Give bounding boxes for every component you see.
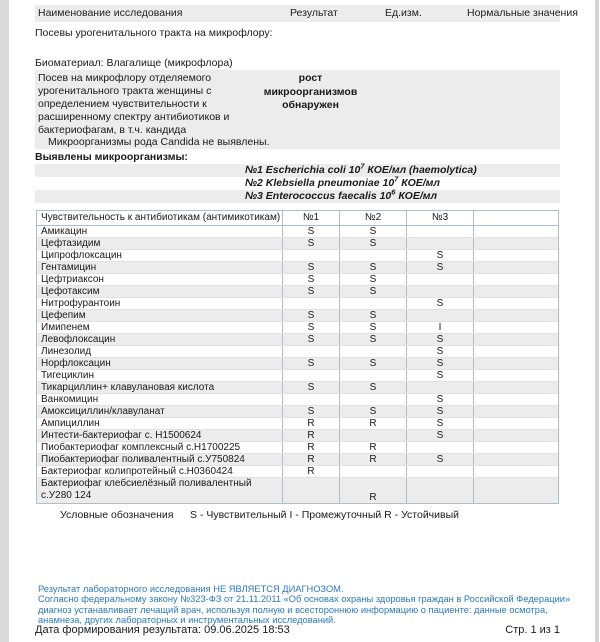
sensitivity-cell-n2 bbox=[340, 430, 407, 441]
table-row bbox=[37, 478, 558, 503]
column-header-study-name: Наименование исследования bbox=[38, 7, 183, 19]
sensitivity-cell-n2: S bbox=[340, 274, 407, 285]
sensitivity-cell-n1: S bbox=[283, 358, 340, 369]
sensitivity-cell-n2 bbox=[340, 250, 407, 261]
antibiotic-name-cell: Цефтриаксон bbox=[37, 274, 283, 285]
antibiotic-name-cell: Ципрофлоксацин bbox=[37, 250, 283, 261]
sensitivity-cell-n3: S bbox=[407, 358, 474, 369]
antibiotic-table-header bbox=[37, 211, 558, 226]
table-row bbox=[37, 310, 558, 322]
antibiotic-name-cell: Пиобактериофаг комплексный с.Н1700225 bbox=[37, 442, 283, 453]
found-microorganisms-title: Выявлены микроорганизмы: bbox=[35, 151, 188, 163]
sensitivity-cell-n1: R bbox=[283, 418, 340, 429]
sensitivity-cell-n2: S bbox=[340, 262, 407, 273]
empty-cell bbox=[474, 478, 558, 503]
antibiotic-rows bbox=[37, 226, 558, 503]
sensitivity-cell-n3: S bbox=[407, 406, 474, 417]
sensitivity-cell-n3: S bbox=[407, 370, 474, 381]
column-header-result: Результат bbox=[290, 7, 338, 19]
table-row bbox=[37, 430, 558, 442]
sensitivity-cell-n3: S bbox=[407, 298, 474, 309]
empty-cell bbox=[474, 466, 558, 477]
sensitivity-cell-n2: R bbox=[340, 418, 407, 429]
empty-cell bbox=[474, 298, 558, 309]
antibiotic-name-cell: Интести-бактериофаг с. Н1500624 bbox=[37, 430, 283, 441]
sensitivity-cell-n3 bbox=[407, 382, 474, 393]
empty-cell bbox=[474, 322, 558, 333]
sensitivity-cell-n2: S bbox=[340, 382, 407, 393]
sensitivity-cell-n2 bbox=[340, 394, 407, 405]
disclaimer-block bbox=[38, 584, 573, 625]
disclaimer-rest: Согласно федеральному закону №323-ФЗ от 21.11.2011 «Об основах охраны здоровья граждан в Российской Федерации» диагноз устанавливает лечащий врач, используя полную и всестороннюю информацию о пациенте: данные осмотра, анамнеза, других лабораторных и инструментальных исследований. bbox=[38, 594, 571, 625]
sensitivity-cell-n3: I bbox=[407, 322, 474, 333]
disclaimer-line1: Результат лабораторного исследования НЕ ЯВЛЯЕТСЯ ДИАГНОЗОМ. bbox=[38, 584, 344, 594]
sensitivity-cell-n1: R bbox=[283, 442, 340, 453]
sensitivity-cell-n1: S bbox=[283, 262, 340, 273]
sensitivity-cell-n2: S bbox=[340, 286, 407, 297]
sensitivity-cell-n3: S bbox=[407, 250, 474, 261]
antibiotic-name-cell: Линезолид bbox=[37, 346, 283, 357]
sensitivity-cell-n3: S bbox=[407, 430, 474, 441]
header-cell-empty bbox=[474, 211, 558, 225]
sensitivity-cell-n2 bbox=[340, 298, 407, 309]
sensitivity-cell-n1: S bbox=[283, 286, 340, 297]
sensitivity-cell-n1: R bbox=[283, 466, 340, 477]
empty-cell bbox=[474, 250, 558, 261]
antibiotic-name-cell: Цефотаксим bbox=[37, 286, 283, 297]
antibiotic-name-cell: Левофлоксацин bbox=[37, 334, 283, 345]
table-row bbox=[37, 286, 558, 298]
empty-cell bbox=[474, 382, 558, 393]
antibiotic-name-cell: Цефепим bbox=[37, 310, 283, 321]
empty-cell bbox=[474, 454, 558, 465]
sensitivity-cell-n1: R bbox=[283, 454, 340, 465]
table-row bbox=[37, 346, 558, 358]
sensitivity-cell-n2: S bbox=[340, 322, 407, 333]
table-row bbox=[37, 418, 558, 430]
sensitivity-cell-n3 bbox=[407, 274, 474, 285]
sensitivity-cell-n1 bbox=[283, 478, 340, 503]
table-row bbox=[37, 466, 558, 478]
sensitivity-cell-n3 bbox=[407, 478, 474, 503]
report-column-header bbox=[35, 5, 578, 22]
sensitivity-cell-n3 bbox=[407, 466, 474, 477]
sensitivity-cell-n1: S bbox=[283, 382, 340, 393]
sensitivity-cell-n2: S bbox=[340, 358, 407, 369]
sensitivity-cell-n1 bbox=[283, 250, 340, 261]
sensitivity-cell-n1: S bbox=[283, 406, 340, 417]
table-row bbox=[37, 250, 558, 262]
sensitivity-cell-n2: S bbox=[340, 238, 407, 249]
candida-note: Микроорганизмы рода Candida не выявлены. bbox=[48, 136, 270, 148]
sensitivity-cell-n2 bbox=[340, 370, 407, 381]
legend-label: Условные обозначения bbox=[60, 509, 174, 521]
header-cell-n1: №1 bbox=[283, 211, 340, 225]
antibiotic-name-cell: Цефтазидим bbox=[37, 238, 283, 249]
microorganism-item: №3 Enterococcus faecalis $10^6$ КОЕ/мл bbox=[35, 190, 560, 203]
table-row bbox=[37, 298, 558, 310]
table-row bbox=[37, 382, 558, 394]
sensitivity-cell-n3 bbox=[407, 286, 474, 297]
table-row bbox=[37, 322, 558, 334]
page-number: Стр. 1 из 1 bbox=[505, 624, 560, 636]
empty-cell bbox=[474, 430, 558, 441]
sensitivity-cell-n3: S bbox=[407, 394, 474, 405]
empty-cell bbox=[474, 262, 558, 273]
sensitivity-cell-n3 bbox=[407, 226, 474, 237]
sensitivity-cell-n3 bbox=[407, 238, 474, 249]
antibiotic-name-cell: Амоксициллин/клавуланат bbox=[37, 406, 283, 417]
sensitivity-cell-n2 bbox=[340, 346, 407, 357]
sensitivity-cell-n1 bbox=[283, 394, 340, 405]
legend-text: S - Чувствительный I - Промежуточный R - Устойчивый bbox=[190, 509, 460, 521]
antibiotic-name-cell: Ампициллин bbox=[37, 418, 283, 429]
sensitivity-cell-n1: S bbox=[283, 334, 340, 345]
empty-cell bbox=[474, 238, 558, 249]
sensitivity-cell-n1: R bbox=[283, 430, 340, 441]
table-row bbox=[37, 394, 558, 406]
antibiotic-name-cell: Гентамицин bbox=[37, 262, 283, 273]
empty-cell bbox=[474, 418, 558, 429]
sensitivity-cell-n3: S bbox=[407, 262, 474, 273]
table-row bbox=[37, 226, 558, 238]
table-row bbox=[37, 274, 558, 286]
empty-cell bbox=[474, 346, 558, 357]
antibiotic-name-cell: Бактериофаг клебсиелёзный поливалентный с.У280 124 bbox=[37, 478, 283, 503]
sensitivity-cell-n1: S bbox=[283, 274, 340, 285]
test-result-value: рост микроорганизмов обнаружен bbox=[263, 72, 358, 111]
table-row bbox=[37, 406, 558, 418]
microorganism-list bbox=[35, 161, 560, 203]
biomaterial-line: Биоматериал: Влагалище (микрофлора) bbox=[35, 57, 233, 69]
sensitivity-cell-n2: S bbox=[340, 334, 407, 345]
test-result-block bbox=[35, 70, 560, 149]
antibiotic-name-cell: Тигециклин bbox=[37, 370, 283, 381]
test-name: Посев на микрофлору отделяемого урогенитального тракта женщины с определением чувствительности к расширенному спектру антибиотиков и бактериофагам, в т.ч. кандида bbox=[38, 72, 230, 136]
microorganism-item: №2 Klebsiella pneumoniae $10^7$ КОЕ/мл bbox=[245, 174, 440, 189]
microorganism-item: №1 Escherichia coli $10^7$ КОЕ/мл (haemolytica) bbox=[35, 164, 560, 177]
sensitivity-cell-n3 bbox=[407, 442, 474, 453]
section-title: Посевы урогенитального тракта на микрофлору: bbox=[35, 27, 273, 39]
header-cell-n2: №2 bbox=[340, 211, 407, 225]
empty-cell bbox=[474, 226, 558, 237]
empty-cell bbox=[474, 310, 558, 321]
sensitivity-cell-n1: S bbox=[283, 238, 340, 249]
antibiotic-name-cell: Нитрофурантоин bbox=[37, 298, 283, 309]
page-left-edge bbox=[0, 0, 9, 642]
empty-cell bbox=[474, 358, 558, 369]
result-date: Дата формирования результата: 09.06.2025 18:53 bbox=[35, 624, 290, 636]
column-header-unit: Ед.изм. bbox=[385, 7, 422, 19]
sensitivity-cell-n1 bbox=[283, 370, 340, 381]
sensitivity-cell-n3: S bbox=[407, 418, 474, 429]
empty-cell bbox=[474, 286, 558, 297]
antibiotic-name-cell: Норфлоксацин bbox=[37, 358, 283, 369]
sensitivity-cell-n3: S bbox=[407, 334, 474, 345]
sensitivity-cell-n2: R bbox=[340, 442, 407, 453]
sensitivity-cell-n1: S bbox=[283, 226, 340, 237]
empty-cell bbox=[474, 406, 558, 417]
header-cell-n3: №3 bbox=[407, 211, 474, 225]
sensitivity-cell-n1: S bbox=[283, 310, 340, 321]
table-row bbox=[37, 262, 558, 274]
sensitivity-cell-n1 bbox=[283, 346, 340, 357]
empty-cell bbox=[474, 442, 558, 453]
sensitivity-cell-n1: S bbox=[283, 322, 340, 333]
antibiotic-name-cell: Пиобактериофаг поливалентный с.У750824 bbox=[37, 454, 283, 465]
table-row bbox=[37, 334, 558, 346]
table-row bbox=[37, 454, 558, 466]
empty-cell bbox=[474, 394, 558, 405]
sensitivity-cell-n2: S bbox=[340, 226, 407, 237]
page-right-edge-scroll-strip[interactable] bbox=[595, 0, 599, 642]
sensitivity-cell-n2: S bbox=[340, 310, 407, 321]
sensitivity-cell-n2: R bbox=[340, 454, 407, 465]
sensitivity-cell-n2: S bbox=[340, 406, 407, 417]
table-row bbox=[37, 238, 558, 250]
table-row bbox=[37, 358, 558, 370]
antibiotic-name-cell: Амикацин bbox=[37, 226, 283, 237]
antibiotic-sensitivity-table bbox=[36, 210, 559, 504]
empty-cell bbox=[474, 334, 558, 345]
sensitivity-cell-n2 bbox=[340, 466, 407, 477]
sensitivity-cell-n1 bbox=[283, 298, 340, 309]
empty-cell bbox=[474, 274, 558, 285]
column-header-normal-values: Нормальные значения bbox=[467, 7, 578, 19]
antibiotic-name-cell: Имипенем bbox=[37, 322, 283, 333]
table-row bbox=[37, 442, 558, 454]
table-row bbox=[37, 370, 558, 382]
sensitivity-cell-n3: S bbox=[407, 454, 474, 465]
antibiotic-name-cell: Ванкомицин bbox=[37, 394, 283, 405]
header-cell-sensitivity: Чувствительность к антибиотикам (антимикотикам) bbox=[37, 211, 283, 225]
antibiotic-name-cell: Тикарциллин+ клавулановая кислота bbox=[37, 382, 283, 393]
sensitivity-cell-n3: S bbox=[407, 346, 474, 357]
antibiotic-name-cell: Бактериофаг колипротейный с.Н0360424 bbox=[37, 466, 283, 477]
sensitivity-cell-n3 bbox=[407, 310, 474, 321]
empty-cell bbox=[474, 370, 558, 381]
sensitivity-cell-n2: R bbox=[340, 478, 407, 503]
